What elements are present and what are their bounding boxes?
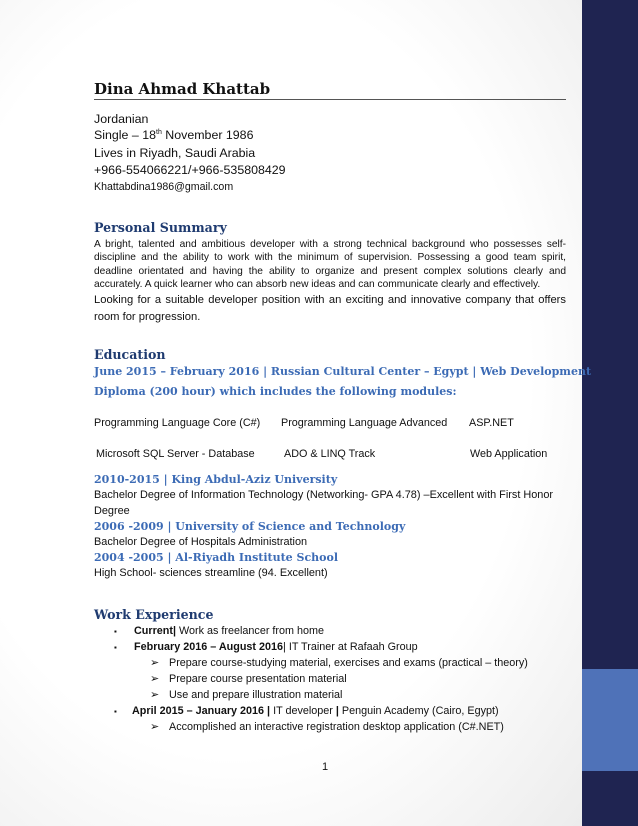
task-item: Prepare course-studying material, exercises and exams (practical – theory) [169,657,528,669]
arrow-bullet-icon: ➢ [150,721,160,733]
summary-paragraph: A bright, talented and ambitious developer with a strong technical background who possesses self-discipline and the ability to work with the minimum of supervision. Possessing a good team spirit, deadline orientated and having the ability to organize and present complex solutions clearly and accurately. A quick learner who can absorb new ideas and can communicate clearly and effectively. [94,239,566,291]
email: Khattabdina1986@gmail.com [94,181,234,193]
section-heading-education: Education [94,347,166,362]
marital-birth [94,128,253,142]
page-number: 1 [322,761,329,773]
module-item: ASP.NET [469,417,514,429]
module-item: Programming Language Core (C#) [94,417,261,429]
education-entry-detail: Degree [94,505,130,517]
summary-goal: Looking for a suitable developer position with an exciting and innovative company that offers room for progression. [94,294,566,323]
arrow-bullet-icon: ➢ [150,673,160,685]
job-date: February 2016 – August 2016 [134,641,284,653]
task-item: Use and prepare illustration material [169,689,343,701]
bullet-icon: ▪ [114,627,117,636]
status-suffix: November 1986 [161,128,254,142]
job-separator: | [335,705,339,717]
job-line [132,705,499,717]
status-sup: th [156,129,162,136]
education-entry-title: 2004 -2005 | Al-Riyadh Institute School [94,551,338,564]
arrow-bullet-icon: ➢ [150,657,160,669]
section-heading-summary: Personal Summary [94,220,227,235]
job-line [134,641,418,653]
job-text: | IT Trainer at Rafaah Group [283,641,418,653]
education-entry-detail: Bachelor Degree of Hospitals Administration [94,536,308,548]
status-prefix: Single – 18 [94,128,157,142]
sidebar-accent-block [582,669,638,771]
diploma-subtitle: Diploma (200 hour) which includes the following modules: [94,385,457,398]
nationality: Jordanian [94,112,149,126]
job-date: April 2015 – January 2016 | [132,705,271,717]
job-text: IT developer [270,705,336,717]
bullet-icon: ▪ [114,707,117,716]
module-item: Programming Language Advanced [281,417,448,429]
section-heading-work: Work Experience [94,607,214,622]
task-item: Accomplished an interactive registration desktop application (C#.NET) [169,721,504,733]
phone: +966-554066221/+966-535808429 [94,163,286,177]
name-divider [94,99,566,100]
module-item: Web Application [470,448,548,460]
education-entry-title: 2010-2015 | King Abdul-Aziz University [94,473,338,486]
module-item: ADO & LINQ Track [284,448,376,460]
job-text: Work as freelancer from home [176,625,325,637]
candidate-name: Dina Ahmad Khattab [94,80,271,98]
job-date: Current| [134,625,177,637]
diploma-title: June 2015 – February 2016 | Russian Cultural Center – Egypt | Web Development [94,365,592,378]
education-entry-detail: Bachelor Degree of Information Technology (Networking- GPA 4.78) –Excellent with First Honor [94,489,554,501]
location: Lives in Riyadh, Saudi Arabia [94,146,256,160]
job-employer: Penguin Academy (Cairo, Egypt) [338,705,499,717]
arrow-bullet-icon: ➢ [150,689,160,701]
module-item: Microsoft SQL Server - Database [96,448,255,460]
task-item: Prepare course presentation material [169,673,347,685]
job-line [134,625,324,637]
education-entry-detail: High School- sciences streamline (94. Excellent) [94,567,328,579]
bullet-icon: ▪ [114,643,117,652]
education-entry-title: 2006 -2009 | University of Science and Technology [94,520,406,533]
